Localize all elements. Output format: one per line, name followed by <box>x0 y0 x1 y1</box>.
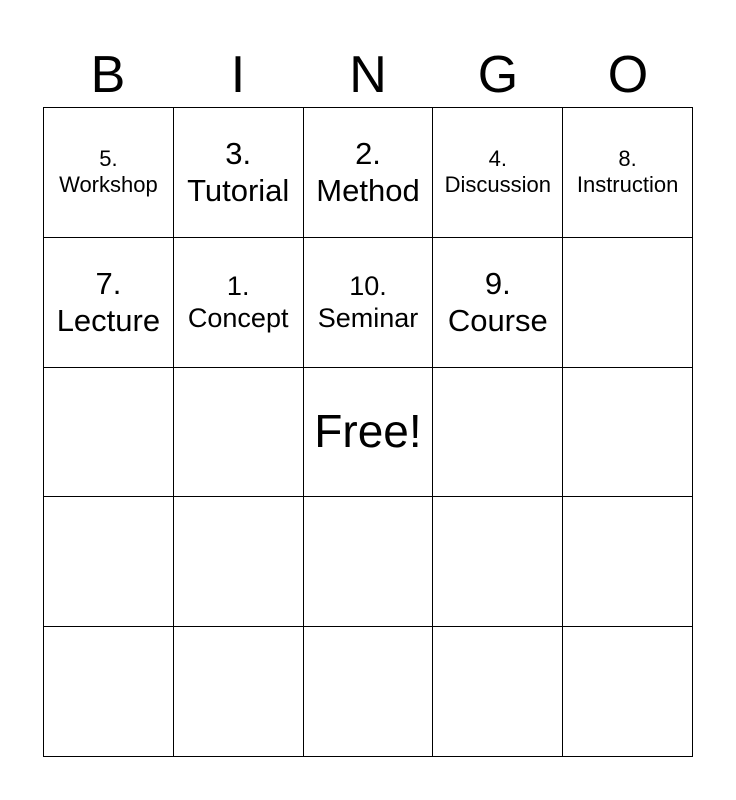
cell-word: Concept <box>187 303 289 334</box>
cell-word: Discussion <box>444 172 551 198</box>
bingo-cell <box>304 627 434 757</box>
bingo-cell <box>563 497 693 627</box>
bingo-cell <box>563 368 693 498</box>
bingo-cell <box>563 627 693 757</box>
bingo-cell <box>174 368 304 498</box>
cell-number: 10. <box>349 270 387 301</box>
free-space-label: Free! <box>314 405 422 458</box>
cell-number: 4. <box>488 146 507 171</box>
bingo-header <box>43 44 693 106</box>
header-letter-n: N <box>349 46 387 104</box>
bingo-cell <box>563 108 693 238</box>
bingo-cell <box>433 238 563 368</box>
cell-number: 2. <box>355 136 381 172</box>
bingo-grid <box>43 107 693 757</box>
bingo-cell <box>44 497 174 627</box>
cell-word: Course <box>447 303 548 339</box>
bingo-cell <box>174 497 304 627</box>
cell-number: 8. <box>618 146 637 171</box>
header-letter-b: B <box>90 46 126 104</box>
cell-number: 7. <box>95 266 122 301</box>
bingo-cell <box>174 627 304 757</box>
bingo-cell <box>174 108 304 238</box>
bingo-cell <box>44 108 174 238</box>
cell-word: Method <box>316 173 420 209</box>
bingo-cell <box>44 238 174 368</box>
header-letter-i: I <box>230 46 246 104</box>
header-letter-o: O <box>607 46 649 104</box>
cell-number: 3. <box>225 136 252 172</box>
cell-word: Seminar <box>317 303 419 334</box>
cell-word: Workshop <box>59 172 158 198</box>
bingo-cell <box>304 238 434 368</box>
cell-word: Lecture <box>56 303 161 339</box>
cell-word: Instruction <box>576 172 679 198</box>
header-letter-g: G <box>477 46 519 104</box>
cell-word: Tutorial <box>187 173 290 209</box>
cell-number: 5. <box>99 146 118 171</box>
bingo-cell <box>304 497 434 627</box>
free-space-cell <box>304 368 434 498</box>
bingo-cell <box>433 497 563 627</box>
bingo-cell <box>433 368 563 498</box>
bingo-cell <box>563 238 693 368</box>
bingo-cell <box>433 627 563 757</box>
bingo-cell <box>304 108 434 238</box>
bingo-cell <box>433 108 563 238</box>
bingo-cell <box>44 368 174 498</box>
cell-number: 9. <box>484 266 511 301</box>
bingo-cell <box>44 627 174 757</box>
bingo-cell <box>174 238 304 368</box>
cell-number: 1. <box>226 270 250 301</box>
